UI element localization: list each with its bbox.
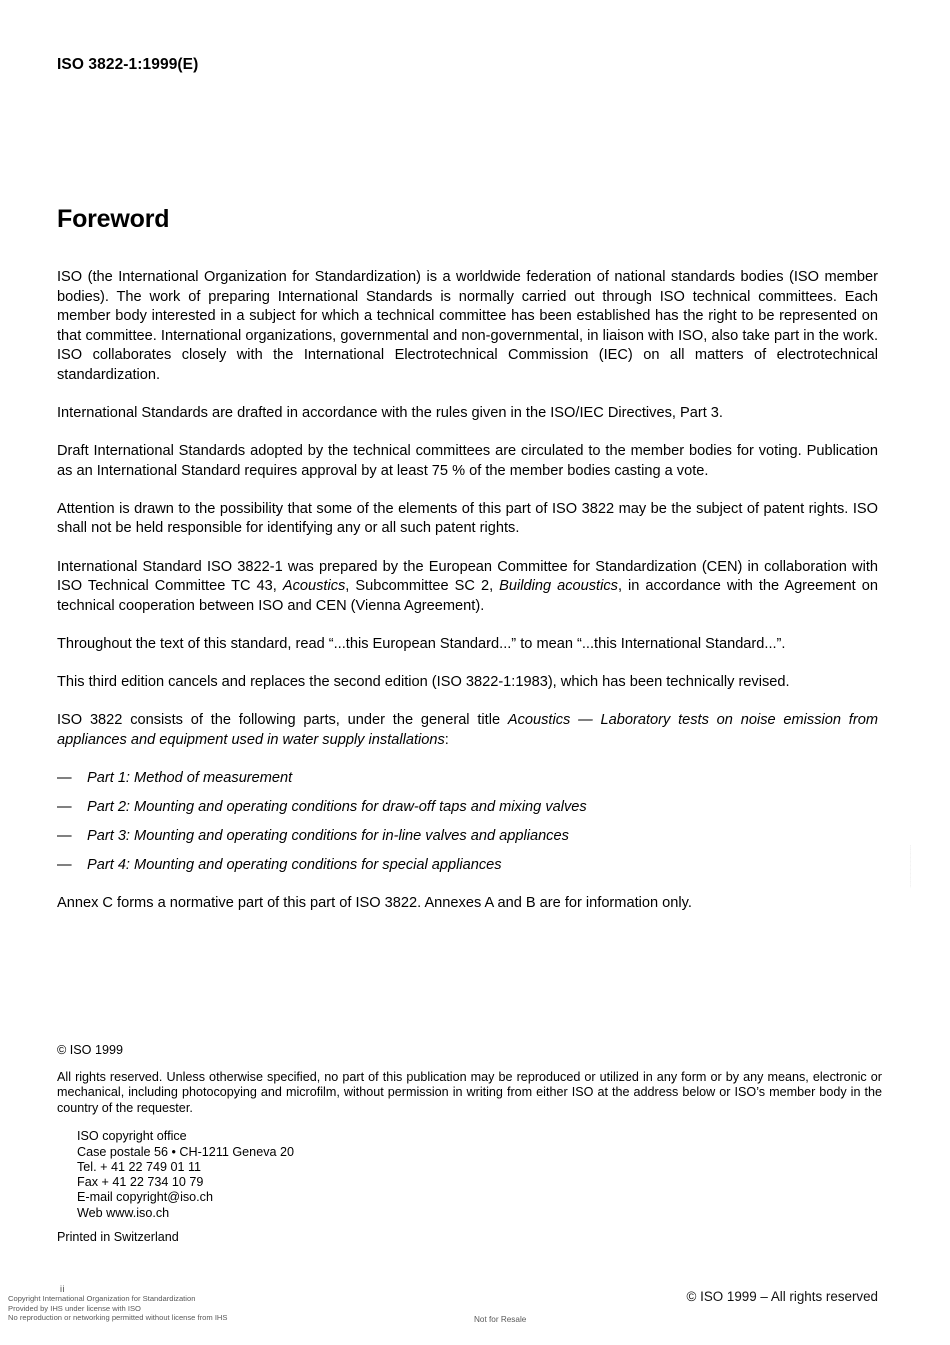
part-label: Part 2: Mounting and operating conditions for draw-off taps and mixing valves [87,798,587,815]
copyright-office-address [77,1129,882,1221]
foreword-paragraph-edition: This third edition cancels and replaces the second edition (ISO 3822-1:1983), which has been technically revised. [57,673,790,690]
em-dash-bullet-icon: — [57,827,72,844]
ihs-line: Provided by IHS under license with ISO [8,1303,141,1313]
cen-text-part-3: , in accordance with the Agreement on technical cooperation between ISO and CEN (Vienna Agreement). [57,578,878,614]
page-number: ii [60,1284,65,1294]
parts-intro-text: ISO 3822 consists of the following parts, under the general title [57,712,508,728]
document-header-number: ISO 3822-1:1999(E) [57,56,199,73]
foreword-paragraph-2: International Standards are drafted in accordance with the rules given in the ISO/IEC Directives, Part 3. [57,405,723,422]
parts-intro-colon: : [444,731,449,748]
foreword-paragraph-parts-intro [57,711,878,750]
address-line: Fax + 41 22 734 10 79 [77,1175,204,1190]
foreword-paragraph-cen [57,558,878,617]
foreword-section [57,205,878,914]
em-dash-bullet-icon: — [57,856,72,873]
copyright-statement: All rights reserved. Unless otherwise specified, no part of this publication may be reproduced or utilized in any form or by any means, electronic or mechanical, including photocopying and microfilm, without permission in writing from either ISO at the address below or ISO’s member body in the country of the requester. [57,1070,882,1115]
ihs-license-notice [8,1294,227,1323]
parts-list [57,769,878,876]
cen-text-part-2: , Subcommittee SC 2, [345,578,500,595]
ihs-line: No reproduction or networking permitted without license from IHS [8,1313,228,1323]
list-item [57,798,878,818]
parts-intro-italic-title: Acoustics — Laboratory tests on noise emission from appliances and equipment used in water supply installations [57,712,878,748]
scan-artifact-strip: -------------------------------- [909,845,913,888]
list-item [57,827,878,847]
cen-italic-building-acoustics: Building acoustics [499,578,618,595]
part-label: Part 1: Method of measurement [87,769,293,786]
scan-footer [0,1284,950,1334]
address-line: Web www.iso.ch [77,1205,170,1220]
foreword-paragraph-1: ISO (the International Organization for Standardization) is a worldwide federation of national standards bodies (ISO member bodies). The work of preparing International Standards is normally carried out through ISO technical committees. Each member body interested in a subject for which a technical committee has been established has the right to be represented on that committee. International organizations, governmental and non-governmental, in liaison with ISO, also take part in the work. ISO collaborates closely with the International Electrotechnical Commission (IEC) on all matters of electrotechnical standardization. [57,269,878,383]
printed-in-line: Printed in Switzerland [57,1230,179,1244]
not-for-resale-label: Not for Resale [474,1315,527,1324]
page-title: Foreword [57,205,170,233]
address-line: Tel. + 41 22 749 01 11 [77,1159,202,1174]
foreword-paragraph-4: Attention is drawn to the possibility that some of the elements of this part of ISO 3822 may be the subject of patent rights. ISO shall not be held responsible for identifying any or all such patent rights. [57,500,878,537]
cen-italic-acoustics: Acoustics [282,578,346,595]
foreword-paragraph-3: Draft International Standards adopted by the technical committees are circulated to the member bodies for voting. Publication as an International Standard requires approval by at least 75 % of the member bodies casting a vote. [57,443,878,479]
cen-text-part-1: International Standard ISO 3822-1 was prepared by the European Committee for Standardization (CEN) in collaboration with ISO Technical Committee TC 43, [57,558,878,595]
list-item [57,769,878,789]
foreword-paragraph-annex: Annex C forms a normative part of this part of ISO 3822. Annexes A and B are for information only. [57,895,692,912]
copyright-block [57,1043,882,1244]
em-dash-bullet-icon: — [57,769,72,786]
foreword-paragraph-throughout: Throughout the text of this standard, read “...this European Standard...” to mean “...this International Standard...”. [57,635,786,652]
ihs-line: Copyright International Organization for Standardization [8,1294,196,1303]
address-line: E-mail copyright@iso.ch [77,1190,213,1205]
part-label: Part 4: Mounting and operating conditions for special appliances [87,856,502,873]
list-item [57,856,878,876]
address-line: ISO copyright office [77,1129,187,1144]
part-label: Part 3: Mounting and operating conditions for in-line valves and appliances [87,827,569,844]
footer-rights-reserved: © ISO 1999 – All rights reserved [686,1289,878,1304]
copyright-year: © ISO 1999 [57,1043,123,1057]
address-line: Case postale 56 • CH-1211 Geneva 20 [77,1144,295,1159]
em-dash-bullet-icon: — [57,798,72,815]
